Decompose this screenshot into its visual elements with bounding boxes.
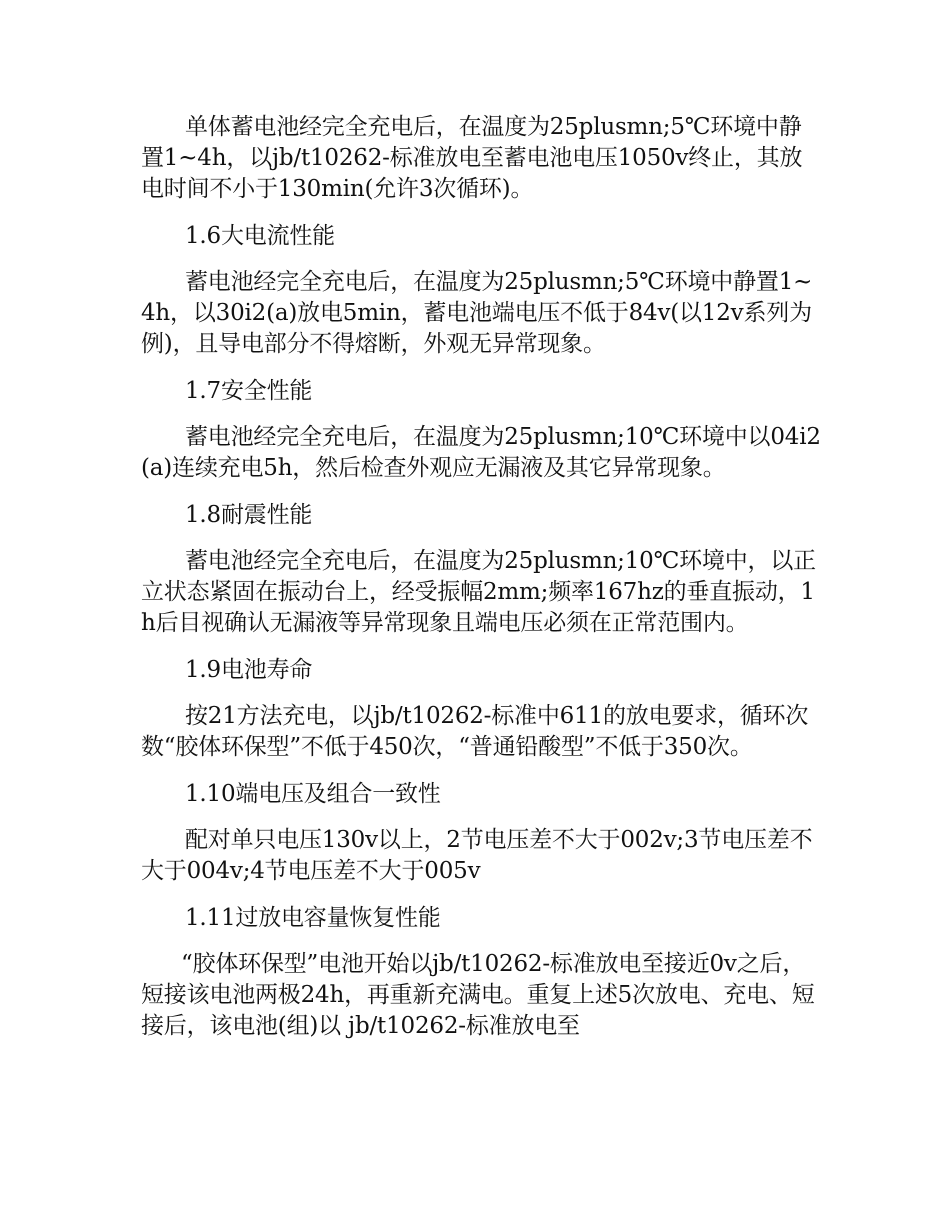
paragraph-vibration: 蓄电池经完全充电后，在温度为25plusmn;10℃环境中，以正立状态紧固在振动台上，经受振幅2mm;频率167hz的垂直振动，1h后目视确认无漏液等异常现象且端电压必须在正常范围内。 [141, 548, 816, 636]
paragraph-battery-life: 按21方法充电，以jb/t10262-标准中611的放电要求，循环次数“胶体环保型”不低于450次，“普通铅酸型”不低于350次。 [141, 703, 809, 760]
paragraph-capacity-test: 单体蓄电池经完全充电后，在温度为25plusmn;5℃环境中静置1~4h，以jb/t10262-标准放电至蓄电池电压1050v终止，其放电时间不小于130min(允许3次循环)。 [141, 114, 803, 202]
document-body [141, 112, 821, 1058]
heading-1-7-safety: 1.7安全性能 [185, 378, 313, 404]
paragraph-overdischarge: “胶体环保型”电池开始以jb/t10262-标准放电至接近0v之后，短接该电池两极24h，再重新充满电。重复上述5次放电、充电、短接后，该电池(组)以 jb/t10262-标准放电至 [141, 951, 815, 1039]
heading-1-6-high-current: 1.6大电流性能 [185, 223, 335, 249]
paragraph-high-current: 蓄电池经完全充电后，在温度为25plusmn;5℃环境中静置1~4h，以30i2(a)放电5min，蓄电池端电压不低于84v(以12v系列为例)，且导电部分不得熔断，外观无异常现象。 [141, 269, 813, 357]
heading-1-10-terminal-voltage: 1.10端电压及组合一致性 [185, 781, 441, 807]
paragraph-safety: 蓄电池经完全充电后，在温度为25plusmn;10℃环境中以04i2(a)连续充电5h，然后检查外观应无漏液及其它异常现象。 [141, 424, 821, 481]
heading-1-11-overdischarge: 1.11过放电容量恢复性能 [185, 905, 441, 931]
heading-1-9-battery-life: 1.9电池寿命 [185, 657, 313, 683]
heading-1-8-vibration: 1.8耐震性能 [185, 502, 313, 528]
paragraph-terminal-voltage: 配对单只电压130v以上，2节电压差不大于002v;3节电压差不大于004v;4节电压差不大于005v [141, 827, 813, 884]
